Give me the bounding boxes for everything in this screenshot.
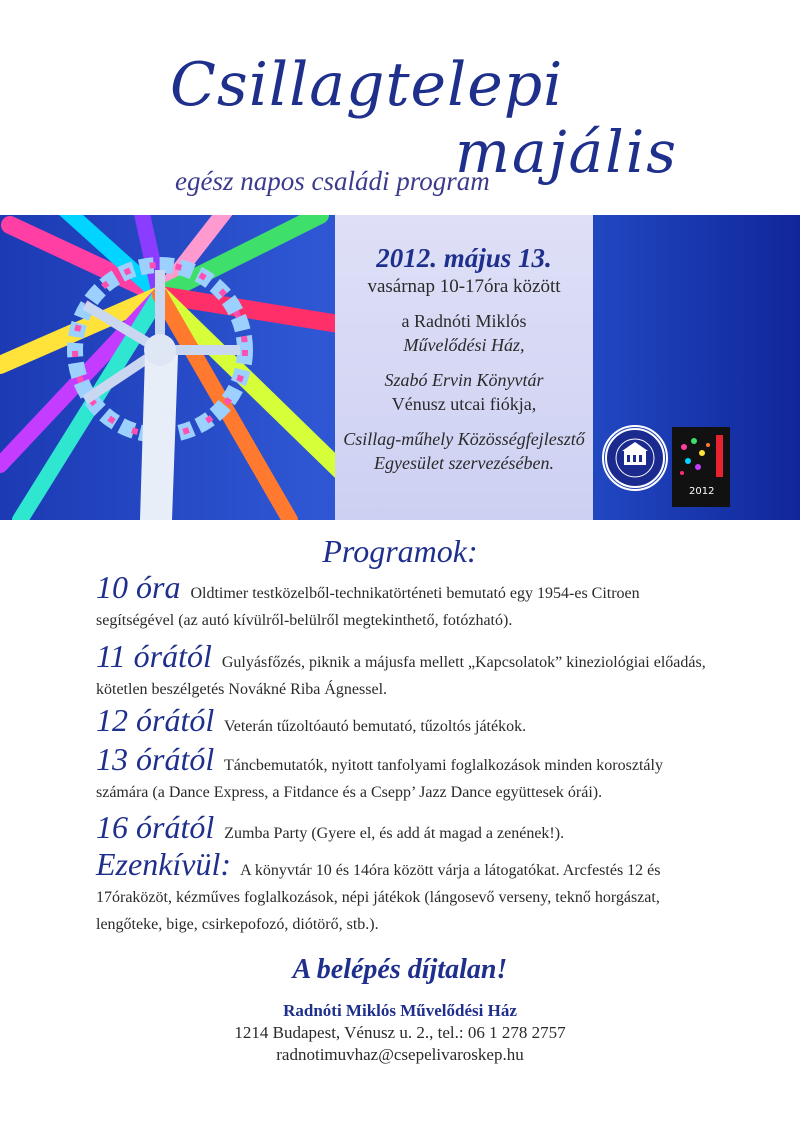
- program-item-5: [96, 809, 706, 847]
- venue-block-2: [335, 368, 593, 416]
- programs-title: Programok:: [322, 533, 478, 569]
- contact-block: [0, 1000, 800, 1066]
- library-seal-logo: [602, 425, 668, 491]
- free-entry-notice: A belépés díjtalan!: [292, 954, 508, 985]
- program-item-1: [96, 569, 706, 634]
- program-hour-5: 16 órától: [96, 809, 215, 845]
- program-hour-1: 10 óra: [96, 569, 181, 605]
- event-date: 2012. május 13.: [376, 243, 552, 273]
- program-text-3: Veterán tűzoltóautó bemutató, tűzoltós játékok.: [223, 718, 527, 735]
- venue-line4: Vénusz utcai fiókja,: [391, 394, 537, 414]
- program-item-2: [96, 638, 706, 703]
- program-text-6: A könyvtár 10 és 14óra között várja a látogatókat. Arcfestés 12 és 17óraközöt, kézműves foglalkozások, népi játékok (lángosevő verseny, teknő horgászat, lengőteke, bige, csirkepofozó, diótörő, stb.).: [96, 862, 661, 933]
- maypole-ribbons-illustration: [0, 215, 345, 520]
- program-item-4: [96, 741, 706, 806]
- program-text-2: Gulyásfőzés, piknik a májusfa mellett „Kapcsolatok” kineziológiai előadás, kötetlen beszélgetés Novákné Riba Ágnessel.: [96, 654, 706, 698]
- program-text-1: Oldtimer testközelből-technikatörténeti bemutató egy 1954-es Citroen segítségével (az autó kívülről-belülről megtekinthető, fotózható).: [96, 585, 640, 629]
- venue-line2: Művelődési Ház,: [403, 335, 525, 355]
- title-line1: Csillagtelepi: [170, 50, 564, 120]
- venue-line1: a Radnóti Miklós: [401, 311, 527, 331]
- csillag-muhely-logo: [672, 427, 730, 507]
- contact-address: 1214 Budapest, Vénusz u. 2., tel.: 06 1 278 2757: [234, 1023, 566, 1042]
- venue-block-3: [335, 427, 593, 475]
- program-text-4: Táncbemutatók, nyitott tanfolyami foglalkozások minden korosztály számára (a Dance Express, a Fitdance és a Csepp’ Jazz Dance együttesek órái).: [96, 757, 663, 801]
- program-hour-6: Ezenkívül:: [96, 846, 232, 882]
- logo-year: 2012: [689, 486, 715, 497]
- contact-org: Radnóti Miklós Művelődési Ház: [283, 1001, 517, 1020]
- venue-line5: Csillag-műhely Közösségfejlesztő: [343, 429, 585, 449]
- venue-line3: Szabó Ervin Könyvtár: [384, 370, 544, 390]
- venue-line6: Egyesület szervezésében.: [374, 453, 554, 473]
- venue-block-1: [335, 309, 593, 357]
- poster-header: [0, 0, 800, 215]
- program-item-6: [96, 846, 706, 938]
- program-item-3: [96, 702, 706, 740]
- contact-email[interactable]: radnotimuvhaz@csepelivaroskep.hu: [276, 1045, 524, 1064]
- event-info-panel: [335, 215, 593, 520]
- program-hour-2: 11 órától: [96, 638, 212, 674]
- program-text-5: Zumba Party (Gyere el, és add át magad a zenének!).: [224, 825, 565, 842]
- title-line2: majális: [455, 118, 679, 186]
- event-time: vasárnap 10-17óra között: [367, 276, 561, 297]
- program-hour-4: 13 órától: [96, 741, 215, 777]
- subtitle: egész napos családi program: [175, 166, 490, 196]
- program-hour-3: 12 órától: [96, 702, 215, 738]
